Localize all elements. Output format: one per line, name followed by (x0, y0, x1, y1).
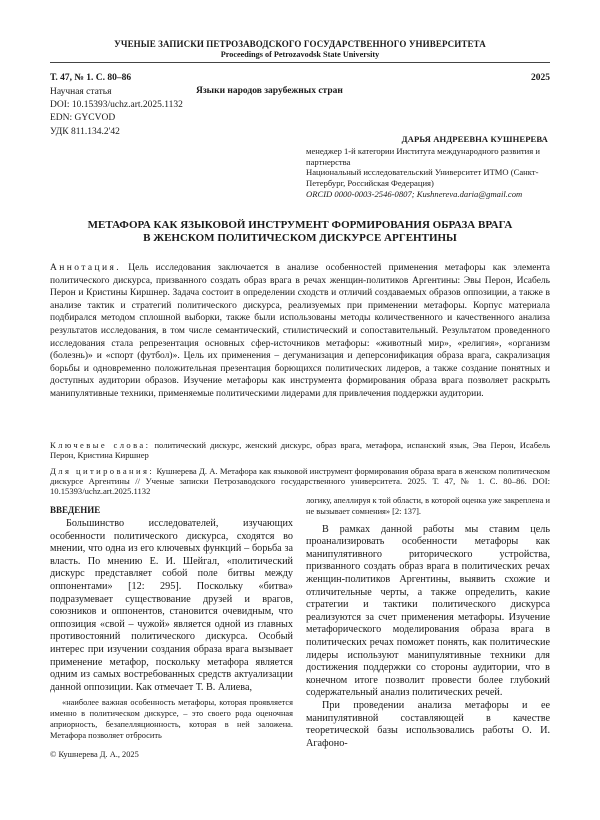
body-paragraph-3: При проведении анализа метафоры и ее манипулятивной составляющей в качестве теоретической базы использовались работы О. И. Агафоно- (306, 699, 550, 749)
journal-section: Языки народов зарубежных стран (196, 86, 343, 96)
header-divider (50, 62, 550, 63)
body-paragraph-1: Большинство исследователей, изучающих особенности политического дискурса, сходятся во мнении, что одна из его ключевых функций – борьба за власть. По мнению Е. И. Шейгал, «политический дискурс представляет собой поле битвы между оппонентами» [12: 295]. Поскольку «битва» подразумевает существование друзей и врагов, союзников и оппонентов, становится очевидным, что оппозиция «свой – чужой» является одной из главных противостояний политического дискурса. Особый интерес при изучении создания образа врага вызывает применение метафор, поскольку метафора является одним из самых востребованных средств актуализации данной оппозиции. Как отмечает Т. В. Алиева, (50, 518, 293, 693)
copyright-note: © Кушнерева Д. А., 2025 (50, 749, 139, 759)
doi[interactable]: DOI: 10.15393/uchz.art.2025.1132 (50, 100, 183, 111)
journal-subtitle: Proceedings of Petrozavodsk State University (220, 50, 380, 59)
author-orcid-email[interactable]: ORCID 0000-0003-2546-0807; Kushnereva.daria@gmail.com (306, 188, 523, 199)
edn: EDN: GYCVOD (50, 113, 116, 124)
author-block (306, 134, 548, 200)
abstract-label: Аннотация. (50, 263, 122, 273)
publication-year: 2025 (531, 73, 550, 83)
journal-title: УЧЕНЫЕ ЗАПИСКИ ПЕТРОЗАВОДСКОГО ГОСУДАРСТВЕННОГО УНИВЕРСИТЕТА (114, 39, 486, 49)
author-affiliation: Национальный исследовательский Университет ИТМО (Санкт-Петербург, Российская Федерация) (306, 167, 539, 189)
paper-title (50, 219, 550, 245)
article-metadata (50, 86, 183, 139)
udk: УДК 811.134.2'42 (50, 126, 120, 137)
block-quote-part2: логику, апеллируя к той области, в которой оценка уже закреплена и не вызывает сомнения» [2: 137]. (306, 496, 550, 516)
author-name: ДАРЬЯ АНДРЕЕВНА КУШНЕРЕВА (401, 134, 548, 144)
abstract (50, 262, 550, 401)
keywords-label: Ключевые слова: (50, 440, 151, 450)
volume-pages: Т. 47, № 1. С. 80–86 (50, 73, 132, 83)
citation-label: Для цитирования: (50, 466, 155, 476)
body-column-left (50, 505, 293, 759)
paper-title-line1: МЕТАФОРА КАК ЯЗЫКОВОЙ ИНСТРУМЕНТ ФОРМИРОВАНИЯ ОБРАЗА ВРАГА (87, 219, 513, 231)
abstract-text: Цель исследования заключается в анализе особенностей применения метафоры как элемента политического дискурса, призванного создать образ врага в речах женщин-политиков Аргентины: Эвы Перон, Исабель Перон и Кристины Киршнер. Задача состоит в определении сходств и отличий создаваемых образов оппозиции, а также в анализе тактик и стратегий политического дискурса, реализуемых при применении метафоры. Корпус материала подбирался методом сплошной выборки, также были использованы методы количественного и качественного анализа результатов исследования, в том числе семантический, стилистический и сопоставительный. Результатом проведенного исследования стала репрезентация основных сфер-источников метафоры: «животный мир», «религия», «организм (болезнь)» и «спорт (футбол)». Цель их применения – дегуманизация и деперсонификация образа врага, сакрализация борьбы и одновременно положительная презентация борющихся политических лидеров, а также создание понятных и доступных аудитории образов. Изучение метафоры как инструмента формирования образа врага позволяет раскрыть манипулятивные техники, применяемые политическими лидерами для привлечения поддержки аудитории. (50, 263, 550, 399)
article-type: Научная статья (50, 87, 112, 97)
paper-title-line2: В ЖЕНСКОМ ПОЛИТИЧЕСКОМ ДИСКУРСЕ АРГЕНТИНЫ (143, 232, 457, 244)
citation (50, 466, 550, 497)
keywords-text: политический дискурс, женский дискурс, образ врага, метафора, испанский язык, Эва Перон, Исабель Перон, Кристина Киршнер (50, 440, 551, 461)
block-quote-part1: «наиболее важная особенность метафоры, которая проявляется именно в политическом дискурсе, – это своего рода оценочная априорность, безапелляционность, которая в ней заложена. Метафора позволяет отбросить (50, 698, 293, 740)
keywords (50, 440, 550, 460)
author-position: менеджер 1-й категории Института международного развития и партнерства (306, 145, 540, 167)
body-paragraph-2: В рамках данной работы мы ставим цель проанализировать особенности метафоры как манипулятивного риторического устройства, призванного создать образ врага в политических речах женщин-политиков Аргентины, выявить схожие и отличительные черты, а также определить, какие стратегии и тактики политического дискурса реализуются за счет применения метафоры. Изучение метафорического моделирования образа врага в политических речах поможет понять, как политические лидеры используют манипулятивные техники для достижения поддержки со стороны аудитории, что в конечном итоге позволит провести более глубокий содержательный анализ политических речей. (306, 523, 550, 699)
body-column-right (306, 496, 550, 750)
section-heading-introduction: ВВЕДЕНИЕ (50, 505, 101, 515)
citation-text: Кушнерева Д. А. Метафора как языковой инструмент формирования образа врага в женском политическом дискурсе Аргентины // Ученые записки Петрозаводского государственного университета. 2025. Т. 47, № 1. С. 80–86. DOI: 10.15393/uchz.art.2025.1132 (50, 466, 550, 497)
